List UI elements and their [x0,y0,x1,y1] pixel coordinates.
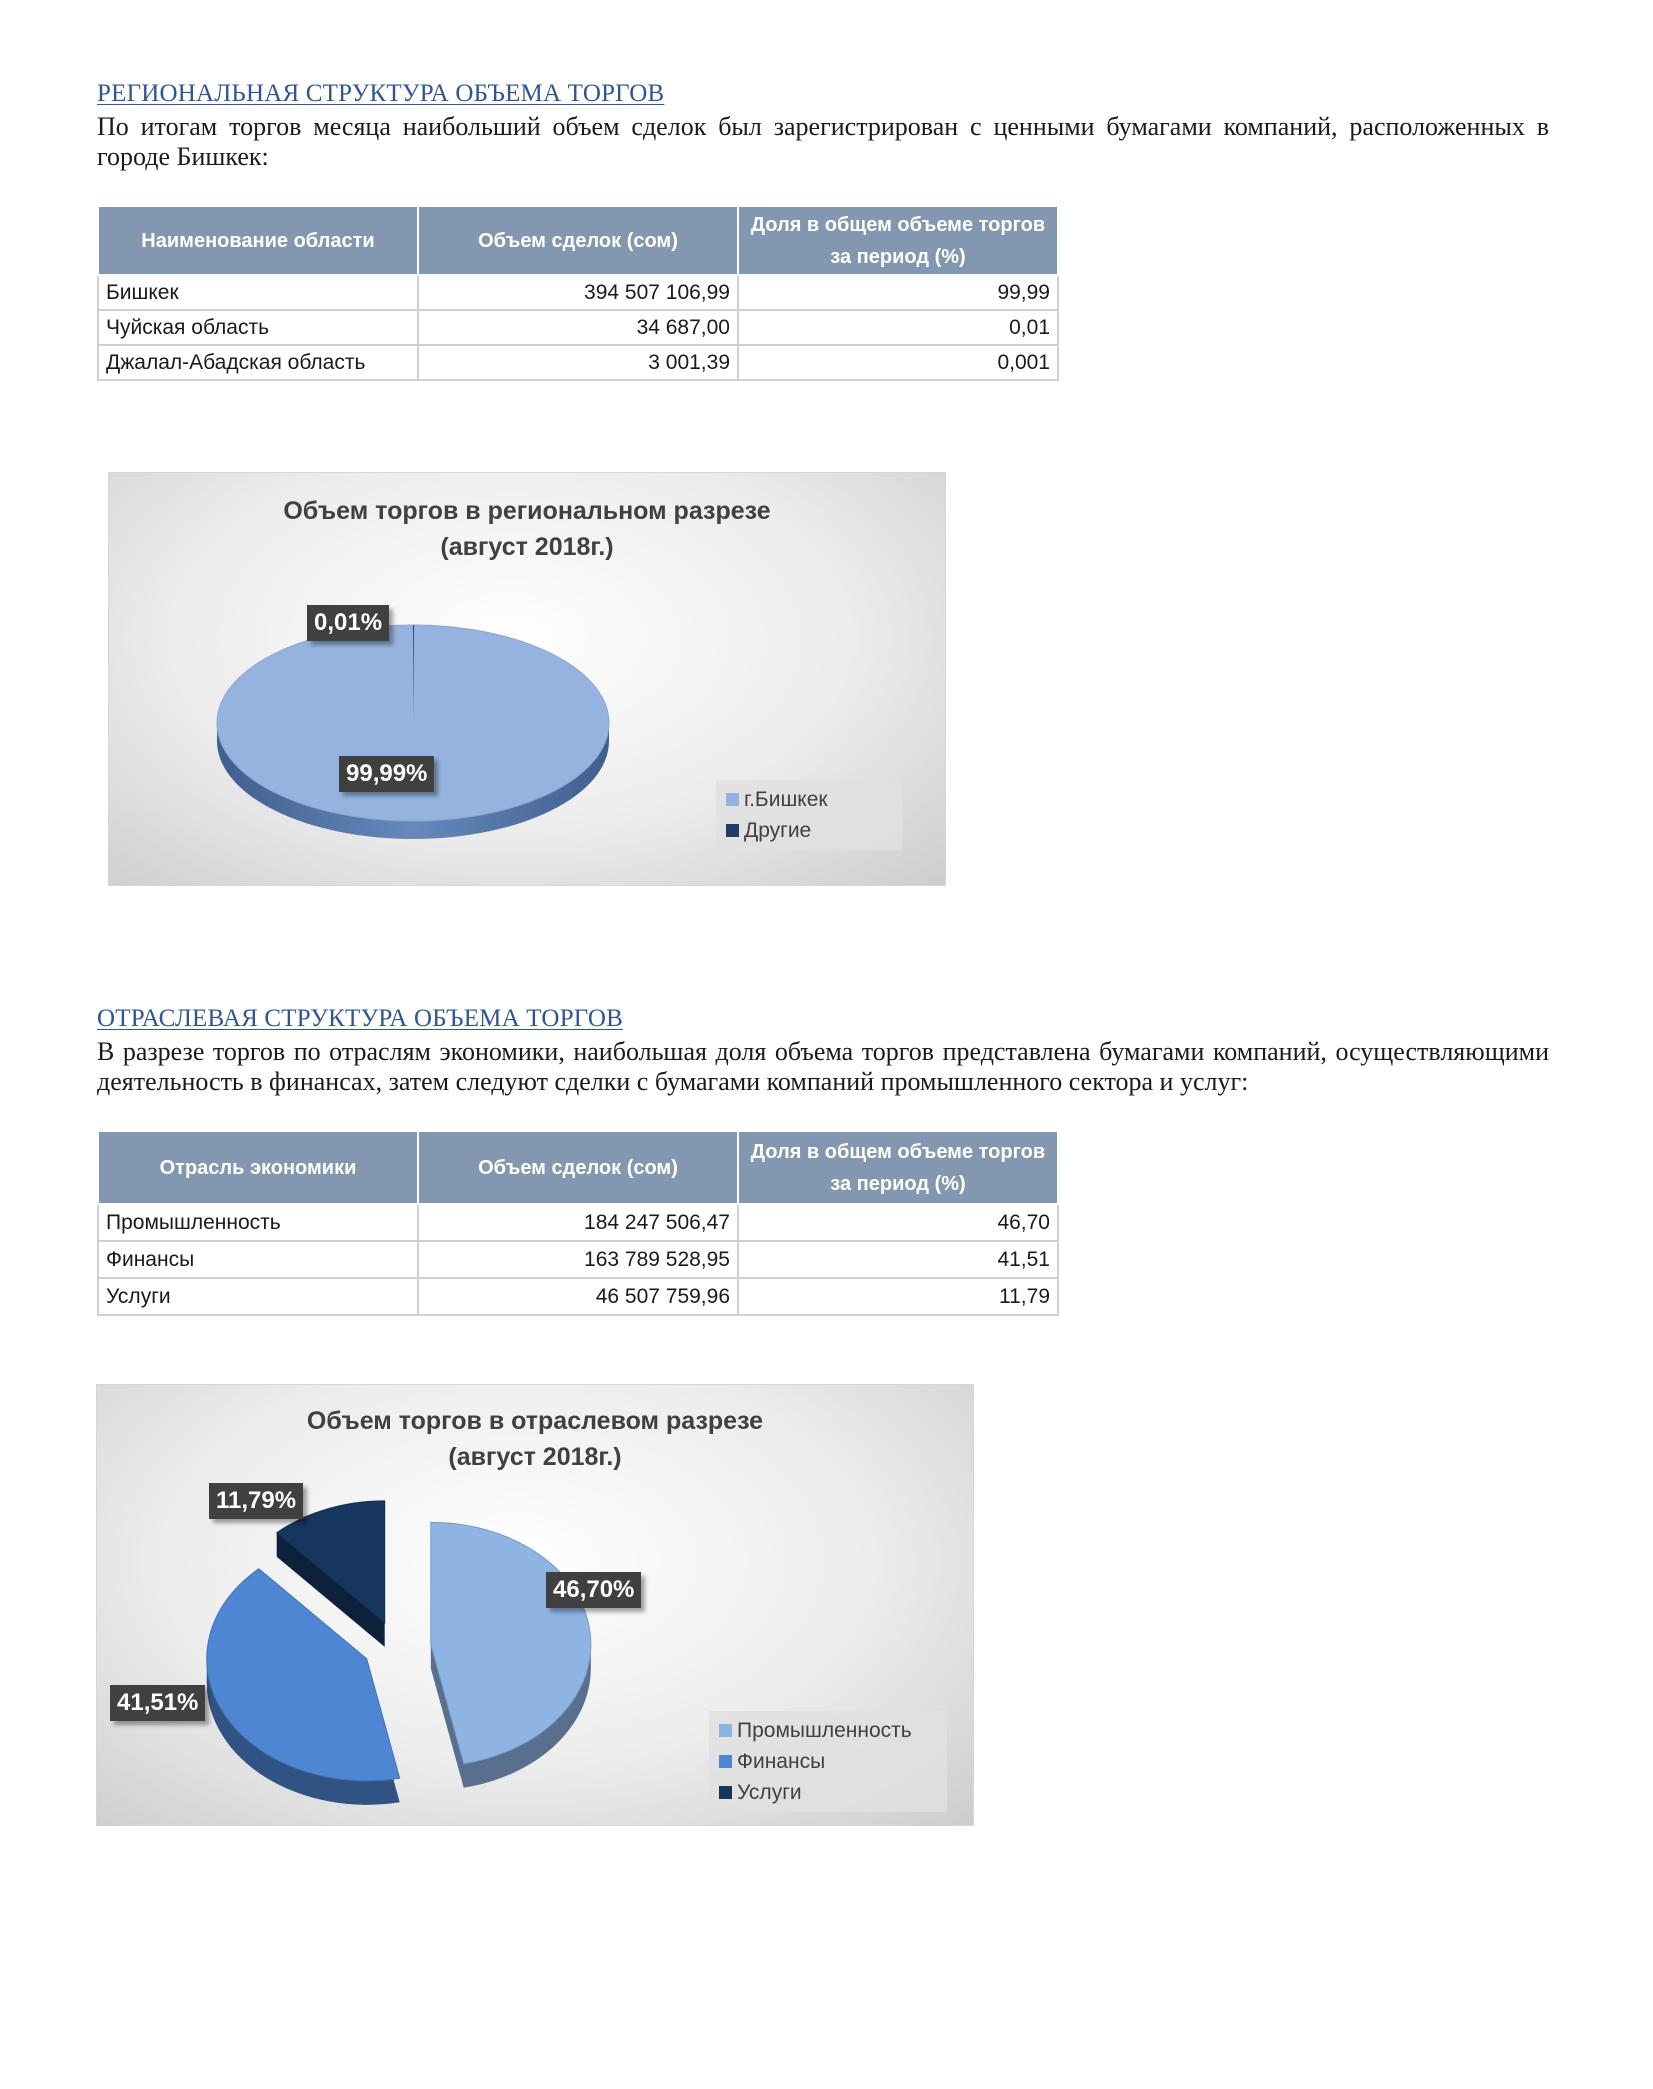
legend-item-services [719,1777,937,1808]
sector-header-volume: Объем сделок (сом) [418,1132,738,1204]
region-volume: 3 001,39 [418,345,738,380]
table-row [98,1241,1058,1278]
legend-swatch [719,1755,732,1768]
section1-heading: РЕГИОНАЛЬНАЯ СТРУКТУРА ОБЪЕМА ТОРГОВ [97,80,665,107]
sector-pie-chart [96,1384,974,1826]
chart-title-line2: (август 2018г.) [448,1443,622,1471]
sector-share: 46,70 [738,1204,1058,1241]
section2-paragraph: В разрезе торгов по отраслям экономики, наибольшая доля объема торгов представлена бумагами компаний, осуществляющими деятельность в финансах, затем следуют сделки с бумагами компаний промышленного сектора и услуг: [97,1037,1549,1096]
chart-title-line1: Объем торгов в отраслевом разрезе [306,1407,764,1435]
table-row [98,275,1058,310]
legend-label: г.Бишкек [744,787,828,811]
region-name: Джалал-Абадская область [98,345,418,380]
chart-legend [716,780,902,850]
regional-header-share: Доля в общем объеме торгов за период (%) [738,207,1058,275]
sector-volume: 46 507 759,96 [418,1278,738,1315]
legend-swatch [726,793,739,806]
data-label-bishkek: 99,99% [339,756,434,792]
legend-item-bishkek [726,784,892,815]
legend-label: Финансы [737,1749,826,1773]
sector-header-share: Доля в общем объеме торгов за период (%) [738,1132,1058,1204]
data-label-finance: 41,51% [110,1685,205,1721]
region-volume: 34 687,00 [418,310,738,345]
sector-name: Промышленность [98,1204,418,1241]
data-label-industry: 46,70% [546,1572,641,1608]
region-name: Бишкек [98,275,418,310]
legend-item-finance [719,1746,937,1777]
regional-header-name: Наименование области [98,207,418,275]
legend-swatch [726,824,739,837]
legend-label: Промышленность [737,1718,912,1742]
legend-item-industry [719,1715,937,1746]
region-volume: 394 507 106,99 [418,275,738,310]
regional-pie-chart [108,472,946,886]
table-row [98,310,1058,345]
sector-share: 41,51 [738,1241,1058,1278]
legend-item-others [726,815,892,846]
data-label-services: 11,79% [209,1483,303,1519]
sector-share: 11,79 [738,1278,1058,1315]
chart-legend [709,1711,947,1812]
region-share: 0,001 [738,345,1058,380]
sector-table [97,1132,1059,1316]
legend-swatch [719,1786,732,1799]
legend-label: Услуги [737,1780,802,1804]
region-name: Чуйская область [98,310,418,345]
sector-volume: 184 247 506,47 [418,1204,738,1241]
region-share: 99,99 [738,275,1058,310]
legend-label: Другие [744,818,812,842]
regional-header-volume: Объем сделок (сом) [418,207,738,275]
data-label-others: 0,01% [307,605,389,641]
table-row [98,1204,1058,1241]
sector-name: Финансы [98,1241,418,1278]
chart-title-line2: (август 2018г.) [440,533,614,561]
legend-swatch [719,1724,732,1737]
section2-heading: ОТРАСЛЕВАЯ СТРУКТУРА ОБЪЕМА ТОРГОВ [97,1005,623,1032]
sector-volume: 163 789 528,95 [418,1241,738,1278]
table-row [98,345,1058,380]
section1-paragraph: По итогам торгов месяца наибольший объем сделок был зарегистрирован с ценными бумагами компаний, расположенных в городе Бишкек: [97,112,1549,171]
regional-table [97,207,1059,381]
chart-title-line1: Объем торгов в региональном разрезе [283,497,771,525]
region-share: 0,01 [738,310,1058,345]
sector-name: Услуги [98,1278,418,1315]
sector-header-name: Отрасль экономики [98,1132,418,1204]
table-row [98,1278,1058,1315]
